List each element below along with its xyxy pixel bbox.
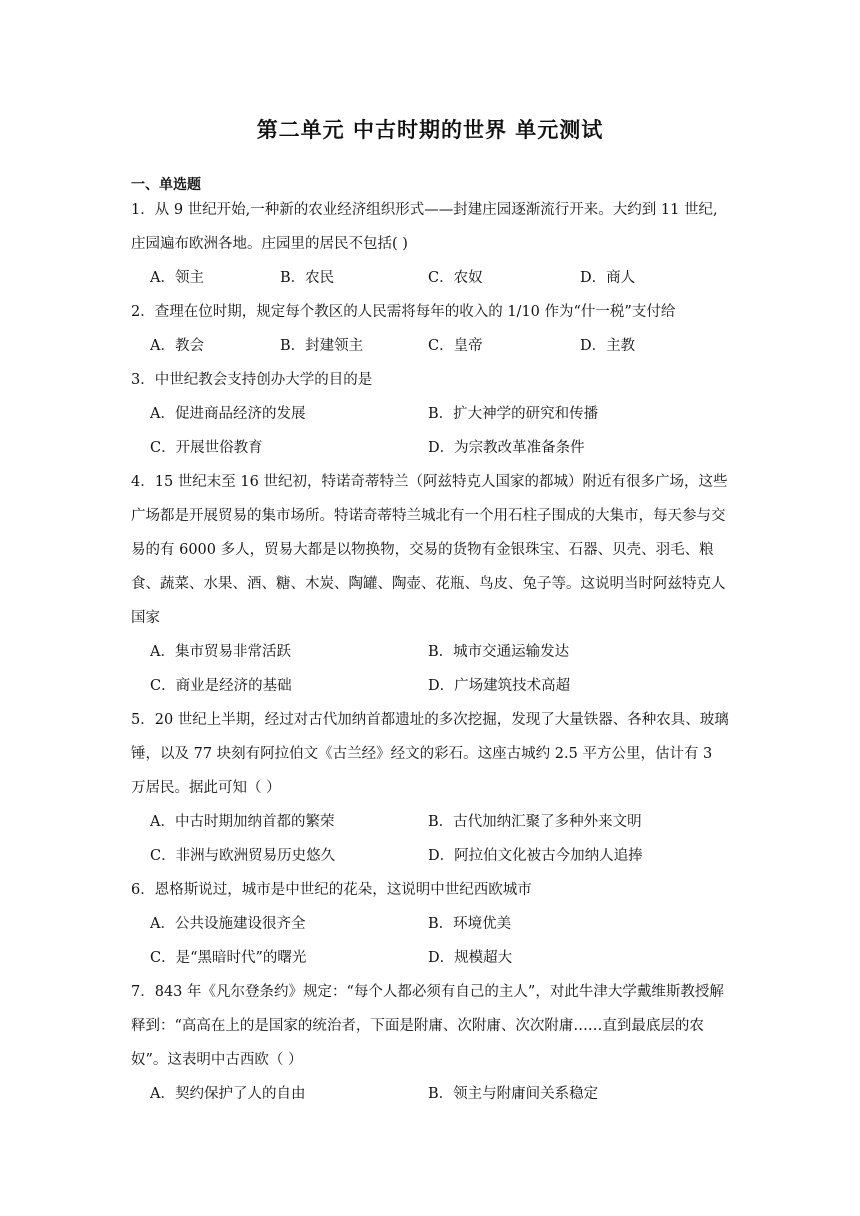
option-c[interactable]: C．是“黑暗时代”的曙光 [150,950,307,966]
question-3-options-row1 [150,397,750,431]
option-d[interactable]: D．主教 [580,338,636,354]
question-2-stem: 2．查理在位时期，规定每个教区的人民需将每年的收入的 1/10 作为“什一税”支付给 [131,304,676,320]
question-6-options-row1 [150,907,750,941]
question-3-stem: 3．中世纪教会支持创办大学的目的是 [131,372,373,388]
question-1-stem: 1．从 9 世纪开始,一种新的农业经济组织形式——封建庄园逐渐流行开来。大约到 11 世纪,庄园遍布欧洲各地。庄园里的居民不包括( ) [131,202,718,252]
question-4-options-row1 [150,635,750,669]
option-d[interactable]: D．为宗教改革准备条件 [428,440,585,456]
question-7-options-row1 [150,1077,750,1111]
question-7-stem: 7．843 年《凡尔登条约》规定：“每个人都必须有自己的主人”，对此牛津大学戴维斯教授解释到：“高高在上的是国家的统治者，下面是附庸、次附庸、次次附庸……直到最底层的农奴”。这表明中古西欧（ ） [131,984,724,1068]
option-a[interactable]: A．促进商品经济的发展 [150,406,306,422]
option-a[interactable]: A．中古时期加纳首都的繁荣 [150,814,335,830]
option-c[interactable]: C．商业是经济的基础 [150,678,292,694]
option-d[interactable]: D．规模超大 [428,950,513,966]
option-b[interactable]: B．封建领主 [280,338,364,354]
option-b[interactable]: B．农民 [280,270,335,286]
question-4-options-row2 [150,669,750,703]
question-5-options-row1 [150,805,750,839]
option-c[interactable]: C．皇帝 [428,338,483,354]
section-heading: 一、单选题 [131,177,201,193]
question-6-options-row2 [150,941,750,975]
option-a[interactable]: A．契约保护了人的自由 [150,1086,306,1102]
question-1-options [150,261,750,295]
question-2-options [150,329,750,363]
option-c[interactable]: C．非洲与欧洲贸易历史悠久 [150,848,336,864]
option-a[interactable]: A．教会 [150,338,204,354]
option-d[interactable]: D．广场建筑技术高超 [428,678,571,694]
option-a[interactable]: A．领主 [150,270,204,286]
option-b[interactable]: B．环境优美 [428,916,512,932]
question-4-stem: 4．15 世纪末至 16 世纪初，特诺奇蒂特兰（阿兹特克人国家的都城）附近有很多广场，这些广场都是开展贸易的集市场所。特诺奇蒂特兰城北有一个用石柱子围成的大集市，每天参与交易的有 6000 多人，贸易大都是以物换物，交易的货物有金银珠宝、石器、贝壳、羽毛、粮食、蔬菜、水果、酒、糖、木炭、陶罐、陶壶、花瓶、鸟皮、兔子等。这说明当时阿兹特克人国家 [131,474,728,626]
option-b[interactable]: B．古代加纳汇聚了多种外来文明 [428,814,642,830]
option-a[interactable]: A．公共设施建设很齐全 [150,916,306,932]
option-d[interactable]: D．阿拉伯文化被古今加纳人追捧 [428,848,643,864]
option-c[interactable]: C．农奴 [428,270,483,286]
question-6-stem: 6．恩格斯说过，城市是中世纪的花朵，这说明中世纪西欧城市 [131,882,532,898]
option-b[interactable]: B．城市交通运输发达 [428,644,570,660]
option-b[interactable]: B．领主与附庸间关系稳定 [428,1086,599,1102]
question-5-options-row2 [150,839,750,873]
question-5-stem: 5．20 世纪上半期，经过对古代加纳首都遗址的多次挖掘，发现了大量铁器、各种农具、玻璃锤，以及 77 块刻有阿拉伯文《古兰经》经文的彩石。这座古城约 2.5 平方公里，估计有 3 万居民。据此可知（ ） [131,712,729,796]
option-a[interactable]: A．集市贸易非常活跃 [150,644,291,660]
page-title: 第二单元 中古时期的世界 单元测试 [256,118,604,142]
option-d[interactable]: D．商人 [580,270,636,286]
question-3-options-row2 [150,431,750,465]
option-c[interactable]: C．开展世俗教育 [150,440,263,456]
option-b[interactable]: B．扩大神学的研究和传播 [428,406,599,422]
